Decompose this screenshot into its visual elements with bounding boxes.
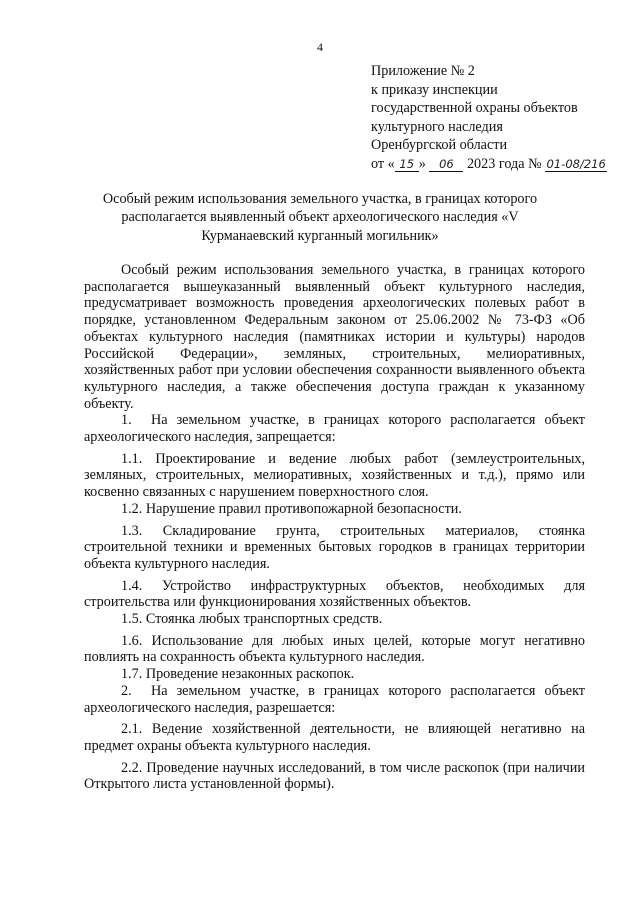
- appendix-line-3: государственной охраны объектов: [371, 100, 578, 117]
- date-mid: »: [418, 155, 426, 172]
- handwritten-day: 15: [395, 158, 419, 172]
- section-2-number: 2.: [121, 682, 132, 699]
- section-2: [84, 683, 585, 716]
- intro-paragraph: Особый режим использования земельного участка, в границах которого располагается вышеуказанный выявленный объект культурного наследия, предусматривает возможность проведения археологических полевых работ в порядке, установленном Федеральным законом от 25.06.2002 № 73-ФЗ «Об объектах культурного наследия (памятниках истории и культуры) народов Российской Федерации», земляных, строительных, мелиоративных, хозяйственных работ при условии обеспечения сохранности выявленного объекта культурного наследия, а также обеспечения доступа граждан к указанному объекту.: [84, 262, 585, 412]
- item-1-5: 1.5. Стоянка любых транспортных средств.: [121, 611, 383, 628]
- appendix-line-2: к приказу инспекции: [371, 81, 498, 98]
- appendix-line-1: Приложение № 2: [371, 63, 475, 79]
- item-1-1: 1.1. Проектирование и ведение любых работ (землеустроительных, земляных, строительных, мелиоративных, хозяйственных и т.д.), прямо или косвенно связанных с нарушением поверхностного слоя.: [84, 450, 585, 501]
- item-1-7: 1.7. Проведение незаконных раскопок.: [121, 666, 355, 683]
- item-1-4: 1.4. Устройство инфраструктурных объектов, необходимых для строительства или функционирования хозяйственных объектов.: [84, 577, 585, 611]
- section-2-text: На земельном участке, в границах которого располагается объект археологического наследия, разрешается:: [84, 682, 585, 716]
- appendix-header: [371, 62, 631, 174]
- item-2-2: 2.2. Проведение научных исследований, в том числе раскопок (при наличии Открытого листа установленной формы).: [84, 759, 585, 793]
- item-2-1: 2.1. Ведение хозяйственной деятельности, не влияющей негативно на предмет охраны объекта культурного наследия.: [84, 721, 585, 754]
- section-1-text: На земельном участке, в границах которого располагается объект археологического наследия, запрещается:: [84, 412, 585, 446]
- item-1-6: 1.6. Использование для любых иных целей, которые могут негативно повлиять на сохранность объекта культурного наследия.: [84, 632, 585, 666]
- order-date-line: [371, 155, 631, 174]
- date-prefix: от «: [371, 155, 395, 172]
- section-1-number: 1.: [121, 412, 132, 429]
- handwritten-month: 06: [429, 158, 463, 172]
- page-number: 4: [317, 40, 323, 54]
- date-year: 2023 года №: [466, 155, 542, 172]
- handwritten-order-number: 01-08/216: [546, 156, 606, 171]
- document-body: [84, 262, 585, 793]
- appendix-line-5: Оренбургской области: [371, 137, 508, 154]
- item-1-2: 1.2. Нарушение правил противопожарной безопасности.: [121, 500, 462, 517]
- item-1-3: 1.3. Складирование грунта, строительных материалов, стоянка строительной техники и временных бытовых городков в границах территории объекта культурного наследия.: [84, 522, 585, 572]
- appendix-line-4: культурного наследия: [371, 118, 503, 135]
- section-1: [84, 412, 585, 445]
- document-title: Особый режим использования земельного участка, в границах которого располагается выявленный объект археологического наследия «V Курманаевский курганный могильник»: [102, 191, 538, 244]
